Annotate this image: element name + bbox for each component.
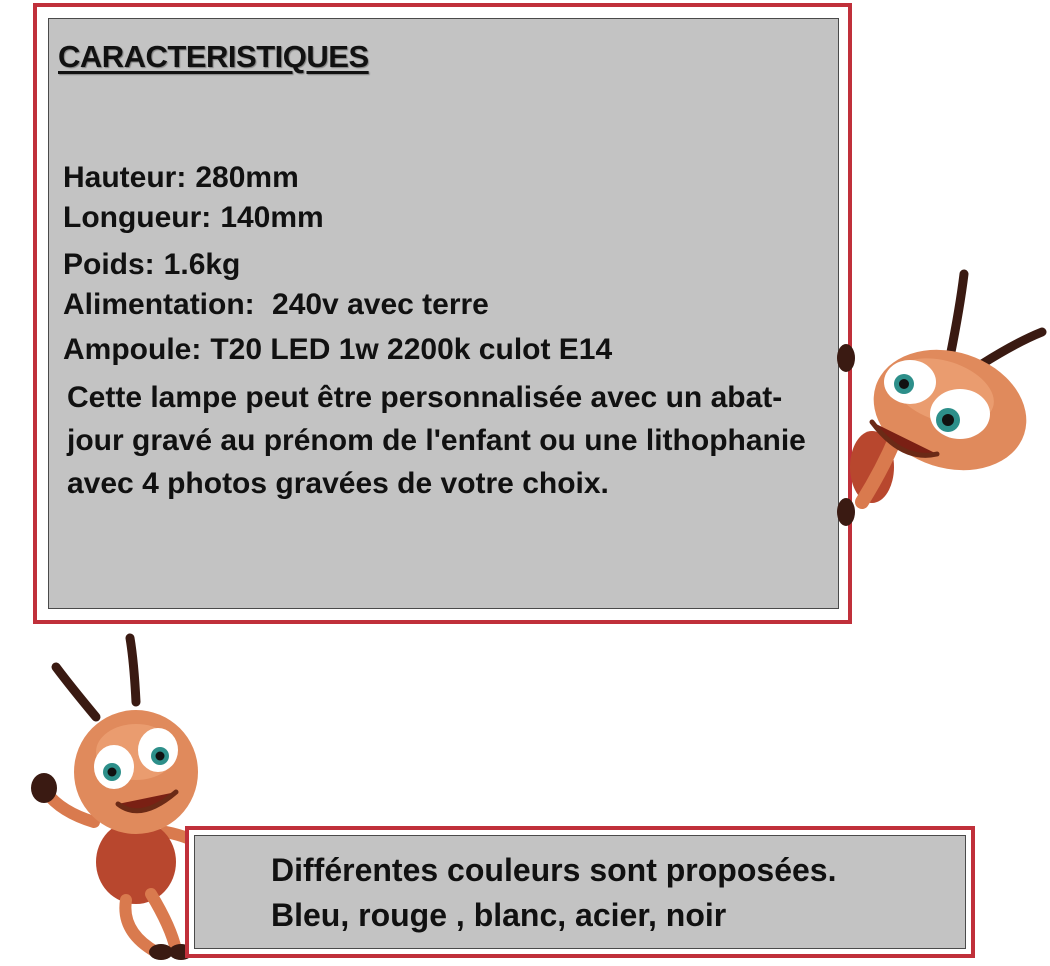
spec-height <box>63 161 299 195</box>
specs-frame <box>33 3 852 624</box>
colors-intro: Différentes couleurs sont proposées. <box>271 852 837 888</box>
colors-frame <box>185 826 975 958</box>
spec-weight <box>63 248 240 282</box>
spec-label: Poids: <box>63 248 155 281</box>
colors-panel <box>194 835 966 949</box>
spec-value: 1.6kg <box>163 248 241 281</box>
spec-value: 280mm <box>195 161 299 194</box>
spec-label: Alimentation: <box>63 288 255 321</box>
specs-panel <box>48 18 839 609</box>
spec-length <box>63 201 324 235</box>
specs-title: CARACTERISTIQUES <box>58 39 369 74</box>
colors-text <box>271 848 836 938</box>
spec-bulb <box>63 333 612 367</box>
spec-value: 140mm <box>220 201 324 234</box>
spec-label: Hauteur: <box>63 161 187 194</box>
ant-peeking-illustration <box>832 262 1050 537</box>
specs-description: Cette lampe peut être personnalisée avec un abat-jour gravé au prénom de l'enfant ou une lithophanie avec 4 photos gravées de votre choix. <box>67 381 806 500</box>
spec-value: 240v avec terre <box>263 288 489 321</box>
spec-label: Ampoule: <box>63 333 202 366</box>
spec-power <box>63 288 489 322</box>
colors-list: Bleu, rouge , blanc, acier, noir <box>271 897 727 933</box>
spec-label: Longueur: <box>63 201 212 234</box>
spec-value: T20 LED 1w 2200k culot E14 <box>210 333 613 366</box>
